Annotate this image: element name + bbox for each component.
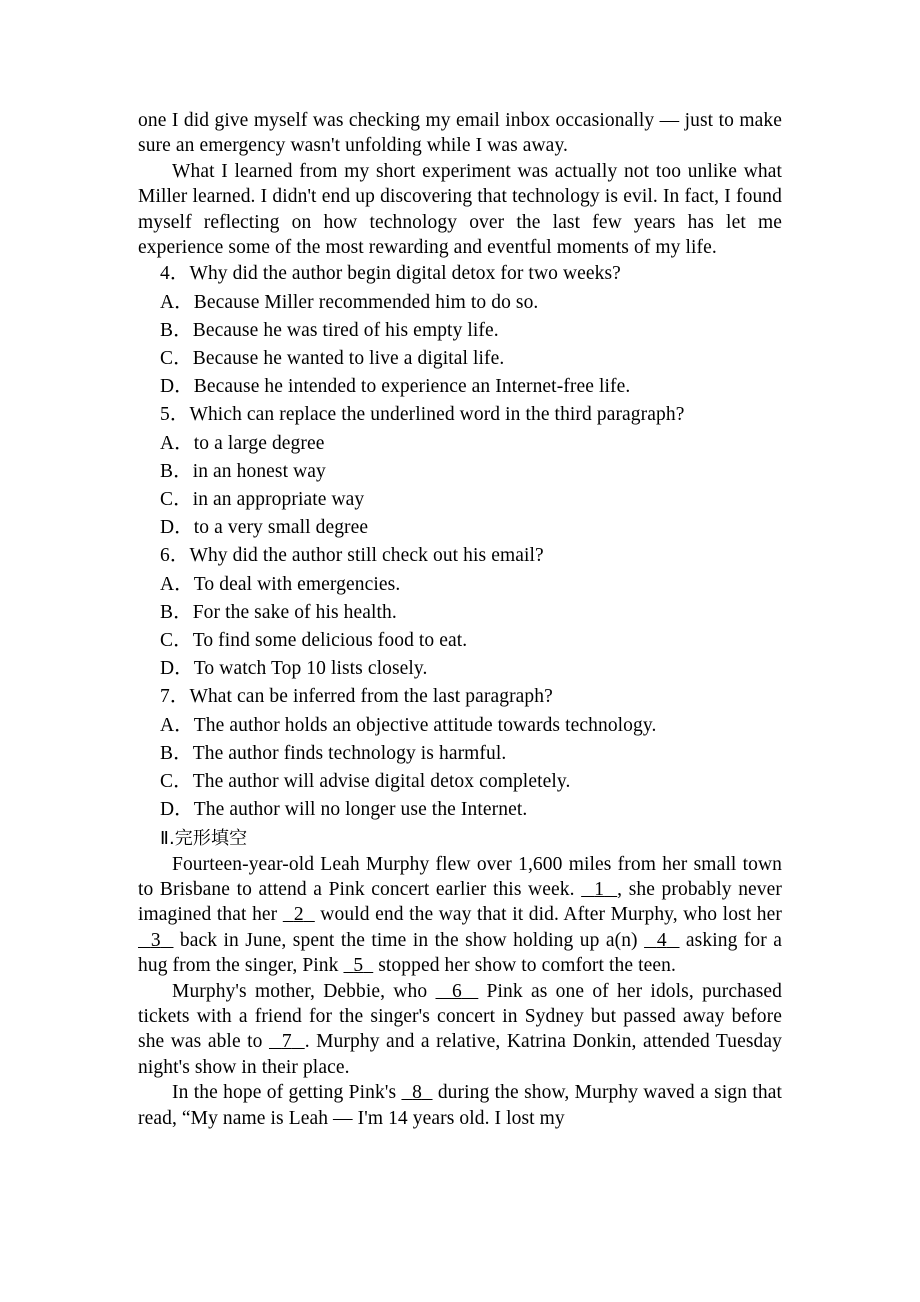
question-4-option-c[interactable]: C．Because he wanted to live a digital life. — [160, 348, 505, 370]
question-block-6 — [138, 542, 782, 683]
paragraph-what-i-learned: What I learned from my short experiment was actually not too unlike what Miller learned. I didn't end up discovering that technology is evil. In fact, I found myself reflecting on how technology over the last few years has let me experience some of the most rewarding and eventful moments of my life. — [138, 160, 782, 259]
question-6-option-a[interactable]: A．To deal with emergencies. — [160, 573, 401, 595]
cloze-p1-seg2: , she probably never imagined that her — [138, 878, 782, 926]
section-number: Ⅱ — [160, 827, 169, 848]
section-heading-cloze — [138, 825, 782, 852]
cloze-p1-seg4: back in June, spent the time in the show holding up a(n) — [173, 929, 645, 951]
question-5-option-c[interactable]: C．in an appropriate way — [160, 489, 365, 511]
cloze-p1-seg6: stopped her show to comfort the teen. — [373, 955, 676, 977]
question-7-option-b[interactable]: B．The author finds technology is harmful. — [160, 742, 507, 764]
section-separator: . — [168, 827, 175, 849]
cloze-p3-seg2: during the show, Murphy waved a sign that read, “My name is Leah — I'm 14 years old. I lost my — [138, 1082, 782, 1129]
question-7-option-d[interactable]: D．The author will no longer use the Internet. — [160, 799, 528, 821]
question-stem-5: 5．Which can replace the underlined word in the third paragraph? — [160, 404, 685, 426]
question-6-option-d[interactable]: D．To watch Top 10 lists closely. — [160, 658, 428, 680]
cloze-p3-seg1: In the hope of getting Pink's — [172, 1082, 402, 1104]
cloze-paragraph-1 — [138, 852, 782, 979]
cloze-blank-2[interactable]: 2 — [293, 904, 304, 926]
question-7-option-a[interactable]: A．The author holds an objective attitude towards technology. — [160, 714, 657, 736]
question-stem-6: 6．Why did the author still check out his email? — [160, 545, 544, 567]
question-7-option-c[interactable]: C．The author will advise digital detox completely. — [160, 771, 571, 793]
question-5-option-a[interactable]: A．to a large degree — [160, 432, 325, 454]
question-6-option-b[interactable]: B．For the sake of his health. — [160, 601, 397, 623]
cloze-p1-seg5: asking for a hug from the singer, Pink — [138, 929, 783, 977]
cloze-p1-seg1: Fourteen-year-old Leah Murphy flew over 1,600 miles from her small town to Brisbane to attend a Pink concert earlier this week. — [138, 853, 782, 900]
paragraph-continued: one I did give myself was checking my email inbox occasionally — just to make sure an emergency wasn't unfolding while I was away. — [138, 110, 782, 157]
question-4-option-b[interactable]: B．Because he was tired of his empty life. — [160, 319, 499, 341]
cloze-blank-1[interactable]: 1 — [594, 878, 605, 900]
question-block-7 — [138, 683, 782, 824]
cloze-p2-seg1: Murphy's mother, Debbie, who — [172, 980, 436, 1002]
cloze-p2-seg3: . Murphy and a relative, Katrina Donkin, attended Tuesday night's show in their place. — [138, 1031, 782, 1078]
question-4-option-a[interactable]: A．Because Miller recommended him to do so. — [160, 291, 539, 313]
question-5-option-b[interactable]: B．in an honest way — [160, 460, 326, 482]
question-block-5 — [138, 401, 782, 542]
section-title: 完形填空 — [174, 827, 248, 849]
question-4-option-d[interactable]: D．Because he intended to experience an Internet-free life. — [160, 376, 631, 398]
question-5-option-d[interactable]: D．to a very small degree — [160, 517, 369, 539]
cloze-blank-3[interactable]: 3 — [150, 929, 161, 951]
page-content — [138, 108, 782, 1131]
cloze-p1-seg3: would end the way that it did. After Murphy, who lost her — [314, 904, 782, 926]
cloze-blank-8[interactable]: 8 — [412, 1082, 422, 1104]
question-stem-4: 4．Why did the author begin digital detox for two weeks? — [160, 263, 621, 285]
question-block-4 — [138, 260, 782, 401]
cloze-paragraph-3 — [138, 1080, 782, 1131]
cloze-blank-7[interactable]: 7 — [281, 1031, 292, 1053]
cloze-blank-4[interactable]: 4 — [656, 929, 667, 951]
question-stem-7: 7．What can be inferred from the last paragraph? — [160, 686, 553, 708]
cloze-paragraph-2 — [138, 979, 782, 1081]
cloze-blank-6[interactable]: 6 — [451, 980, 462, 1002]
cloze-blank-5[interactable]: 5 — [353, 955, 364, 977]
cloze-p2-seg2: Pink as one of her idols, purchased tickets with a friend for the singer's concert in Sydney but passed away before she was able to — [138, 980, 783, 1053]
question-6-option-c[interactable]: C．To find some delicious food to eat. — [160, 630, 468, 652]
